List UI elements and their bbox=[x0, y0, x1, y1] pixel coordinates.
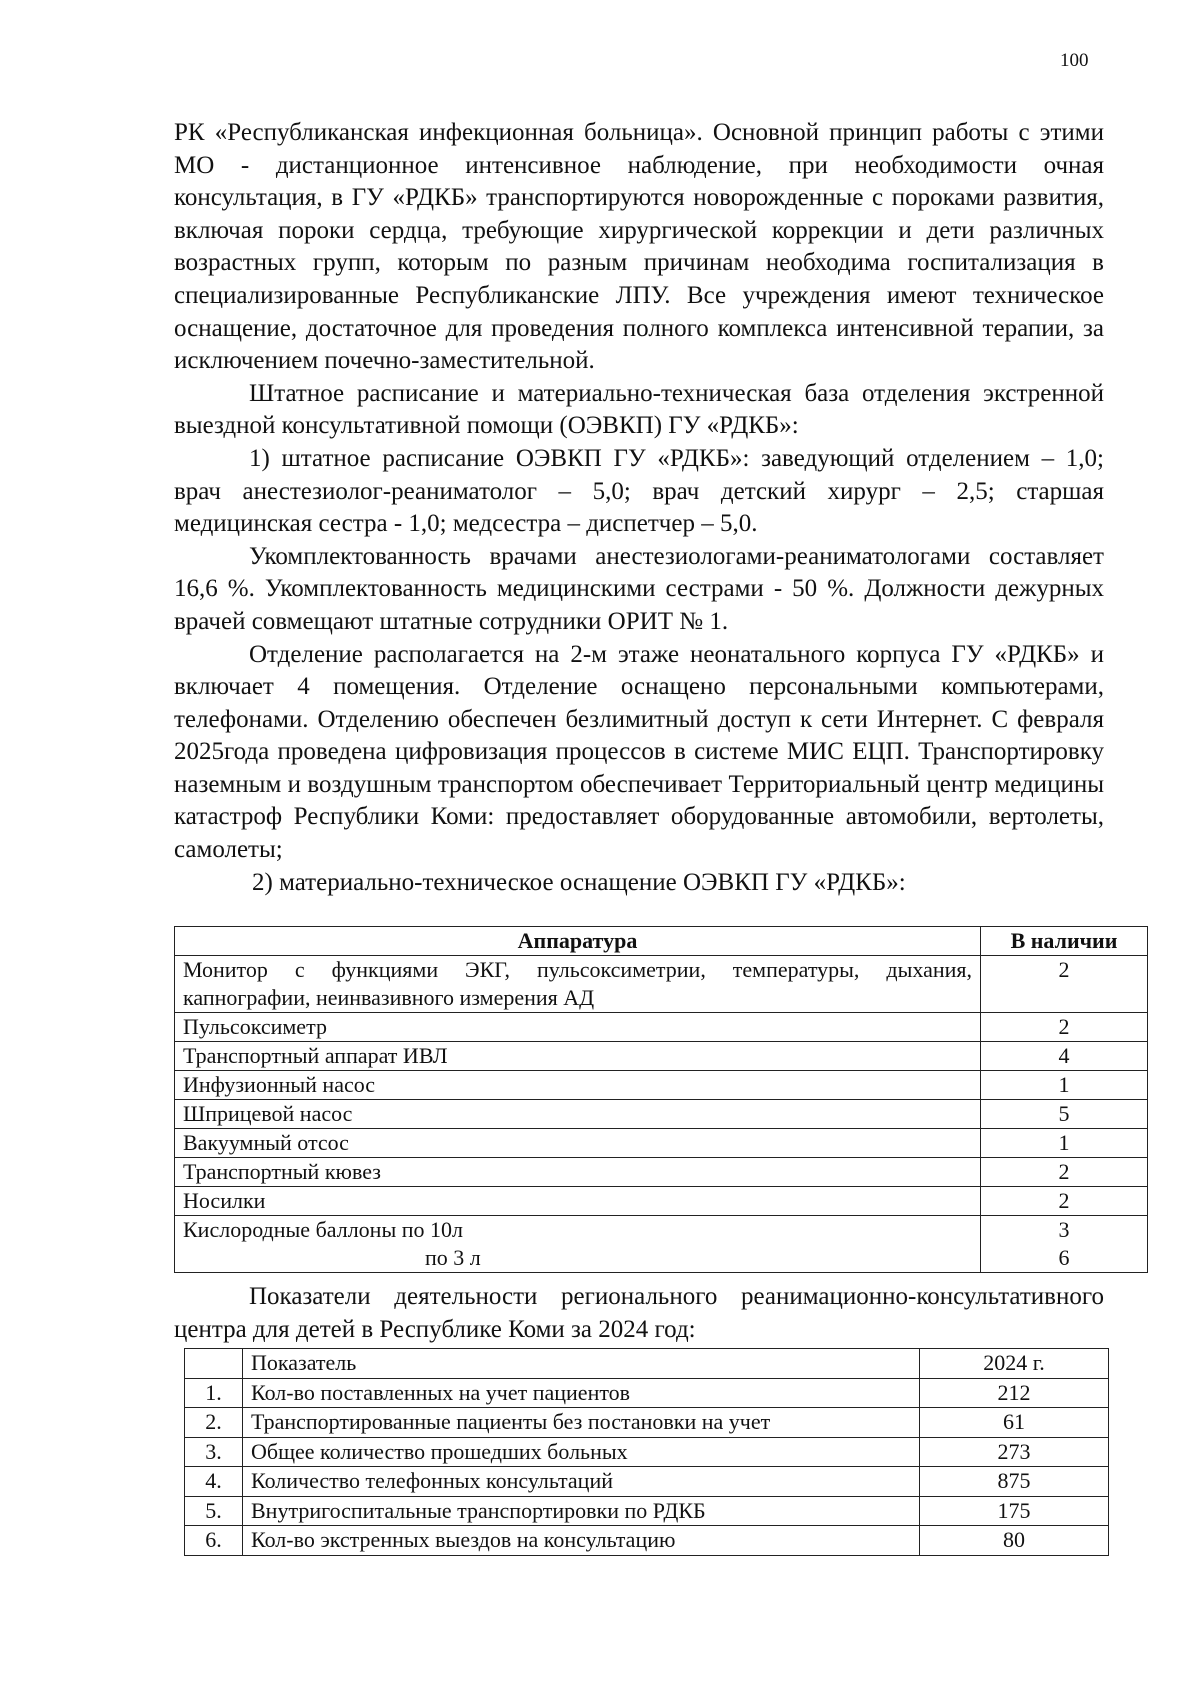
table-row bbox=[175, 1187, 1148, 1216]
table-row bbox=[175, 1013, 1148, 1042]
indicator-value: 875 bbox=[920, 1467, 1109, 1497]
equipment-count: 2 bbox=[981, 1187, 1148, 1216]
column-header-equipment: Аппаратура bbox=[175, 927, 981, 956]
table-row bbox=[185, 1496, 1109, 1526]
equipment-count: 2 bbox=[981, 956, 1148, 1013]
row-index: 1. bbox=[185, 1378, 243, 1408]
equipment-name: Вакуумный отсос bbox=[175, 1129, 981, 1158]
indicator-name: Общее количество прошедших больных bbox=[243, 1437, 920, 1467]
equipment-count: 5 bbox=[981, 1100, 1148, 1129]
equipment-name: Кислородные баллоны по 10л bbox=[175, 1216, 981, 1245]
indicator-value: 212 bbox=[920, 1378, 1109, 1408]
indicator-value: 273 bbox=[920, 1437, 1109, 1467]
equipment-count: 4 bbox=[981, 1042, 1148, 1071]
equipment-name: Носилки bbox=[175, 1187, 981, 1216]
table-row bbox=[175, 956, 1148, 1013]
table-row bbox=[185, 1378, 1109, 1408]
stats-table bbox=[184, 1348, 1109, 1556]
indicator-value: 80 bbox=[920, 1526, 1109, 1556]
equipment-count: 6 bbox=[981, 1244, 1148, 1273]
page-number: 100 bbox=[1060, 50, 1089, 71]
row-index: 2. bbox=[185, 1408, 243, 1438]
indicator-name: Кол-во поставленных на учет пациентов bbox=[243, 1378, 920, 1408]
table-row bbox=[175, 1042, 1148, 1071]
column-header-index bbox=[185, 1349, 243, 1379]
equipment-name: Шприцевой насос bbox=[175, 1100, 981, 1129]
table-row bbox=[185, 1437, 1109, 1467]
equipment-name: Инфузионный насос bbox=[175, 1071, 981, 1100]
equipment-count: 1 bbox=[981, 1129, 1148, 1158]
equipment-name: Пульсоксиметр bbox=[175, 1013, 981, 1042]
indicator-name: Количество телефонных консультаций bbox=[243, 1467, 920, 1497]
table-row bbox=[185, 1526, 1109, 1556]
indicator-name: Транспортированные пациенты без постановки на учет bbox=[243, 1408, 920, 1438]
table-header-row bbox=[175, 927, 1148, 956]
equipment-count: 1 bbox=[981, 1071, 1148, 1100]
indicator-value: 61 bbox=[920, 1408, 1109, 1438]
table-row bbox=[175, 1158, 1148, 1187]
row-index: 4. bbox=[185, 1467, 243, 1497]
stats-caption-block bbox=[174, 1281, 1104, 1346]
table-row bbox=[175, 1216, 1148, 1245]
table-row bbox=[175, 1071, 1148, 1100]
equipment-count: 3 bbox=[981, 1216, 1148, 1245]
equipment-name: Транспортный кювез bbox=[175, 1158, 981, 1187]
equipment-caption: 2) материально-техническое оснащение ОЭВКП ГУ «РДКБ»: bbox=[252, 868, 906, 896]
equipment-table bbox=[174, 926, 1148, 1273]
table-row bbox=[185, 1408, 1109, 1438]
row-index: 5. bbox=[185, 1496, 243, 1526]
paragraph: Отделение располагается на 2-м этаже неонатального корпуса ГУ «РДКБ» и включает 4 помещения. Отделение оснащено персональными компьютерами, телефонами. Отделению обеспечен безлимитный доступ к сети Интернет. С февраля 2025года проведена цифровизация процессов в системе МИС ЕЦП. Транспортировку наземным и воздушным транспортом обеспечивает Территориальный центр медицины катастроф Республики Коми: предоставляет оборудованные автомобили, вертолеты, самолеты; bbox=[174, 640, 1104, 864]
table-row bbox=[175, 1244, 1148, 1273]
column-header-available: В наличии bbox=[981, 927, 1148, 956]
table-row bbox=[175, 1129, 1148, 1158]
equipment-count: 2 bbox=[981, 1013, 1148, 1042]
stats-caption: Показатели деятельности регионального реанимационно-консультативного центра для детей в Республике Коми за 2024 год: bbox=[174, 1283, 1104, 1343]
column-header-year: 2024 г. bbox=[920, 1349, 1109, 1379]
table-row bbox=[185, 1467, 1109, 1497]
paragraph: РК «Республиканская инфекционная больница». Основной принцип работы с этими МО - дистанционное интенсивное наблюдение, при необходимости очная консультация, в ГУ «РДКБ» транспортируются новорожденные с пороками развития, включая пороки сердца, требующие хирургической коррекции и дети различных возрастных групп, которым по разным причинам необходима госпитализация в специализированные Республиканские ЛПУ. Все учреждения имеют техническое оснащение, достаточное для проведения полного комплекса интенсивной терапии, за исключением почечно-заместительной. bbox=[174, 119, 1104, 375]
column-header-indicator: Показатель bbox=[243, 1349, 920, 1379]
equipment-name: Монитор с функциями ЭКГ, пульсоксиметрии, температуры, дыхания, капнографии, неинвазивного измерения АД bbox=[175, 956, 981, 1013]
table-row bbox=[175, 1100, 1148, 1129]
paragraph: 1) штатное расписание ОЭВКП ГУ «РДКБ»: заведующий отделением – 1,0; врач анестезиолог-реаниматолог – 5,0; врач детский хирург – 2,5; старшая медицинская сестра - 1,0; медсестра – диспетчер – 5,0. bbox=[174, 444, 1104, 538]
equipment-name: по 3 л bbox=[175, 1244, 981, 1273]
paragraph: Штатное расписание и материально-техническая база отделения экстренной выездной консультативной помощи (ОЭВКП) ГУ «РДКБ»: bbox=[174, 379, 1104, 440]
indicator-name: Внутригоспитальные транспортировки по РДКБ bbox=[243, 1496, 920, 1526]
table-header-row bbox=[185, 1349, 1109, 1379]
indicator-name: Кол-во экстренных выездов на консультацию bbox=[243, 1526, 920, 1556]
row-index: 6. bbox=[185, 1526, 243, 1556]
body-text bbox=[174, 117, 1104, 899]
row-index: 3. bbox=[185, 1437, 243, 1467]
paragraph: Укомплектованность врачами анестезиологами-реаниматологами составляет 16,6 %. Укомплектованность медицинскими сестрами - 50 %. Должности дежурных врачей совмещают штатные сотрудники ОРИТ № 1. bbox=[174, 542, 1104, 635]
indicator-value: 175 bbox=[920, 1496, 1109, 1526]
equipment-name: Транспортный аппарат ИВЛ bbox=[175, 1042, 981, 1071]
equipment-count: 2 bbox=[981, 1158, 1148, 1187]
